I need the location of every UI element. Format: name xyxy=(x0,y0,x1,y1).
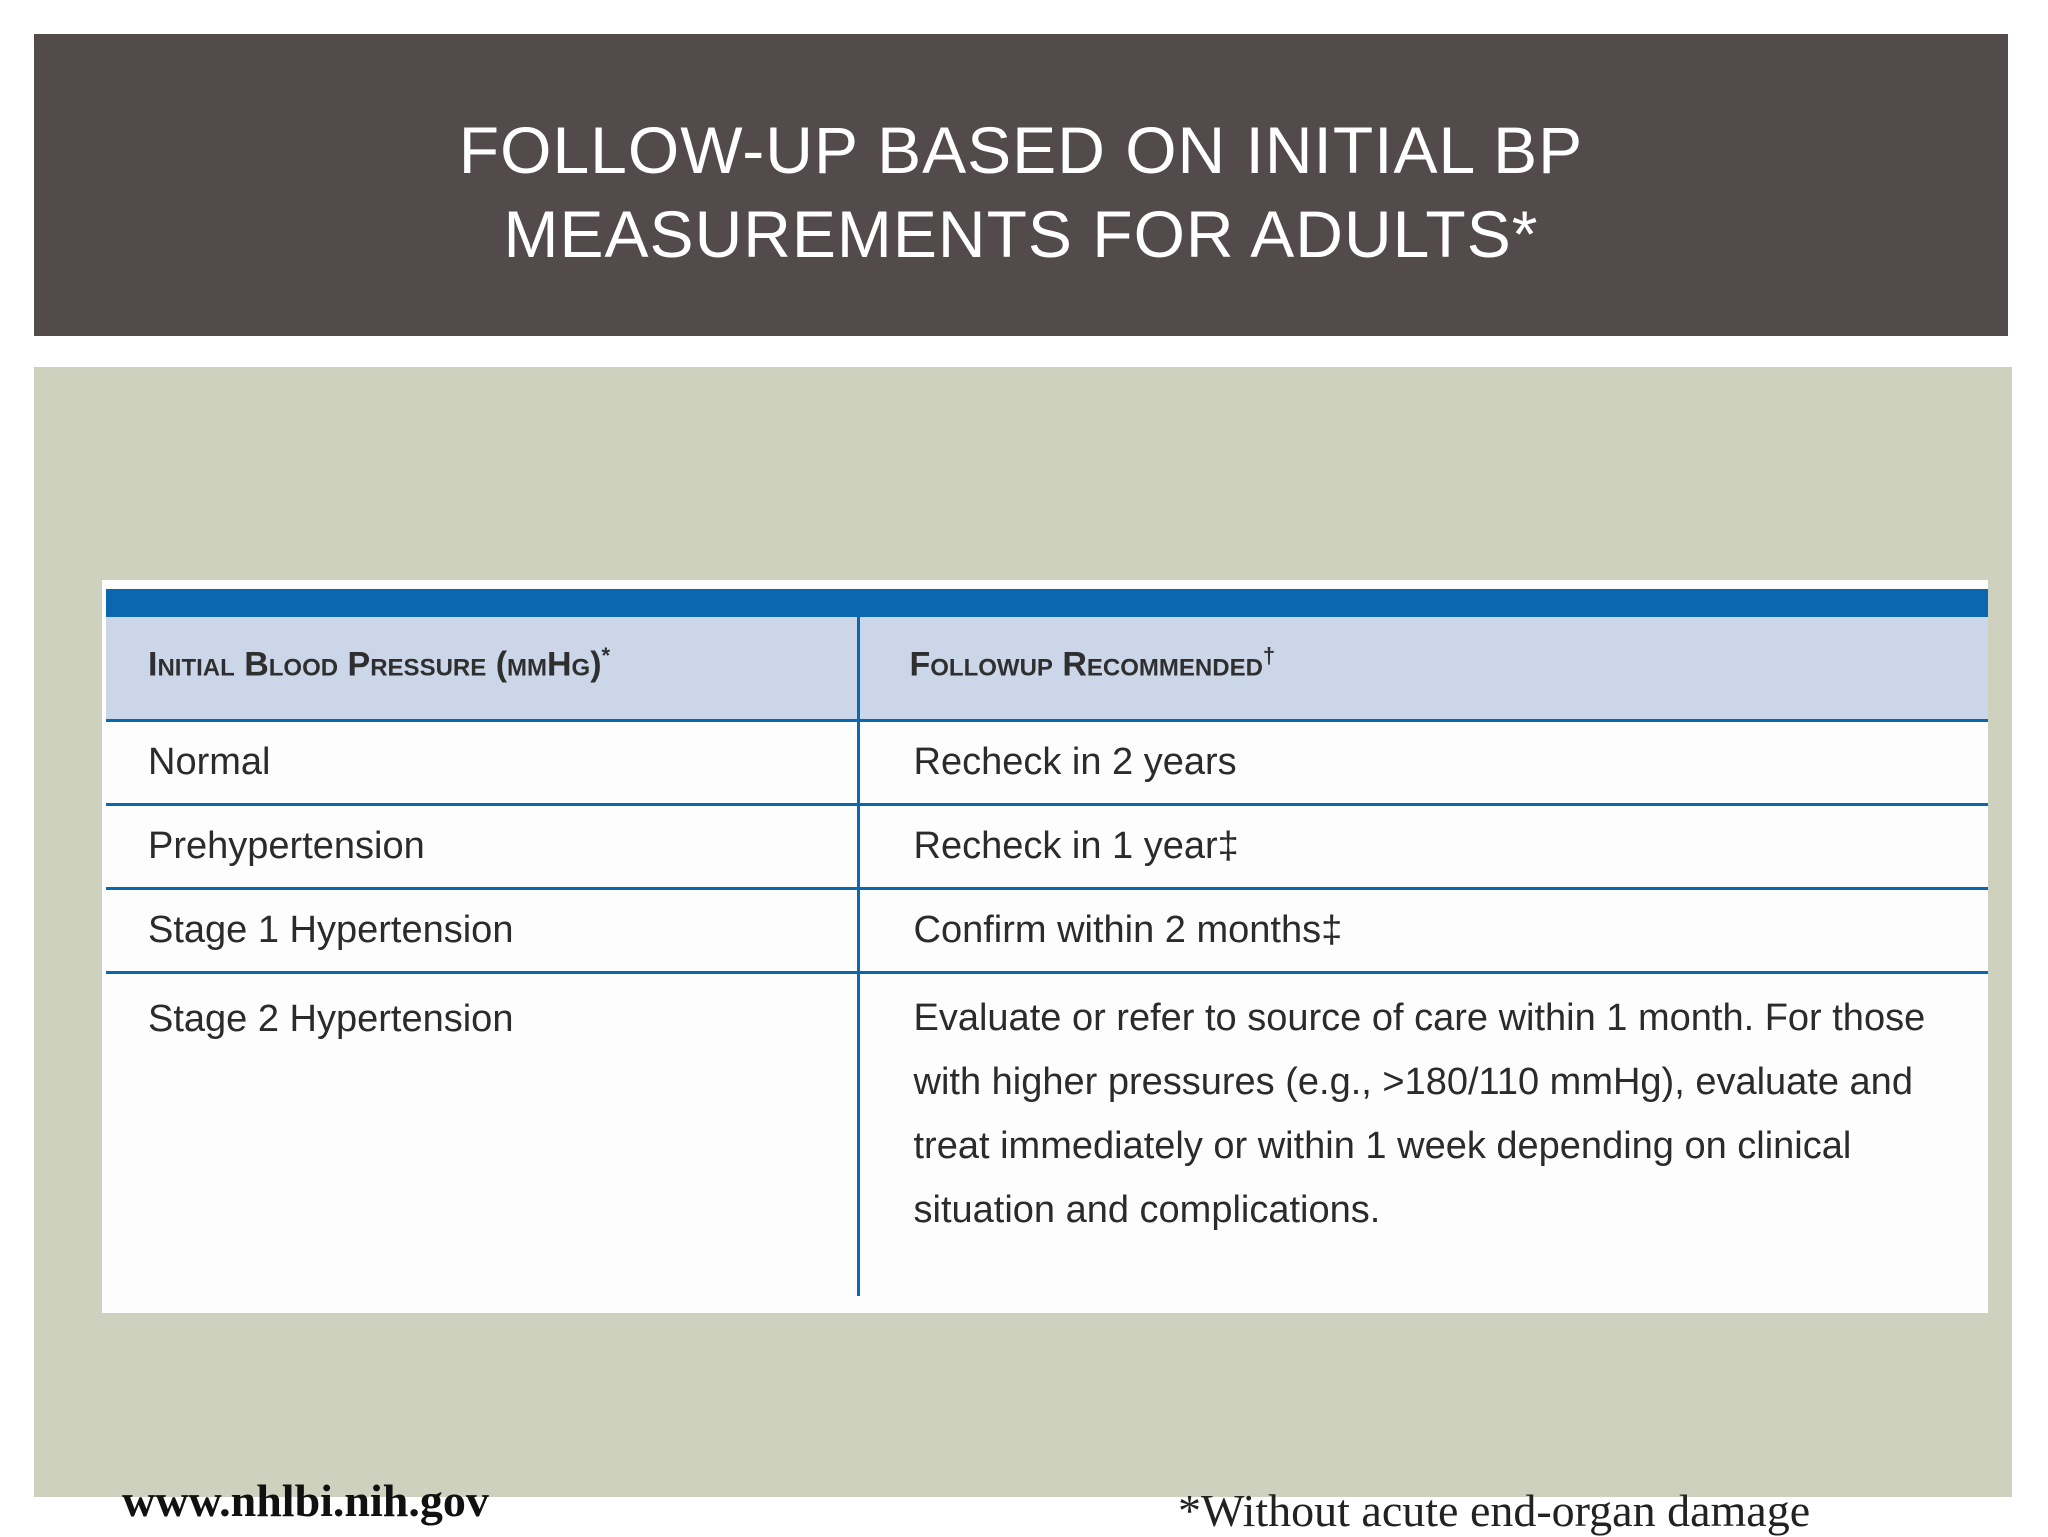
header-initial-bp xyxy=(106,617,858,721)
bp-followup-table xyxy=(106,617,1988,1296)
table-row xyxy=(106,973,1988,1297)
footnote: *Without acute end-organ damage xyxy=(1178,1485,1811,1536)
table-header-row xyxy=(106,617,1988,721)
source-url[interactable]: www.nhlbi.nih.gov xyxy=(122,1475,489,1526)
header-followup xyxy=(858,617,1988,721)
table-row xyxy=(106,889,1988,973)
bp-followup-table-card xyxy=(102,580,1988,1313)
row-category: Stage 2 Hypertension xyxy=(106,973,858,1297)
row-followup: Recheck in 1 year‡ xyxy=(858,805,1988,889)
header-followup-mark: † xyxy=(1262,643,1276,669)
header-initial-bp-mark: * xyxy=(601,643,611,669)
header-followup-label: Followup Recommended xyxy=(909,645,1263,684)
header-initial-bp-label: Initial Blood Pressure (mmHg) xyxy=(148,645,602,684)
slide-title-line-2: MEASUREMENTS FOR ADULTS* xyxy=(503,197,1539,271)
table-top-bar xyxy=(106,589,1988,617)
title-bar xyxy=(34,34,2008,336)
row-followup: Evaluate or refer to source of care within 1 month. For those with higher pressures (e.g., >180/110 mmHg), evaluate and treat immediately or within 1 week depending on clinical situation and complications. xyxy=(913,997,1926,1231)
row-category: Stage 1 Hypertension xyxy=(106,889,858,973)
table-row xyxy=(106,805,1988,889)
slide-title-line-1: FOLLOW-UP BASED ON INITIAL BP xyxy=(458,113,1584,187)
row-category: Normal xyxy=(106,721,858,805)
row-followup: Recheck in 2 years xyxy=(858,721,1988,805)
slide-title xyxy=(34,108,2008,276)
row-category: Prehypertension xyxy=(106,805,858,889)
table-row xyxy=(106,721,1988,805)
row-followup: Confirm within 2 months‡ xyxy=(858,889,1988,973)
